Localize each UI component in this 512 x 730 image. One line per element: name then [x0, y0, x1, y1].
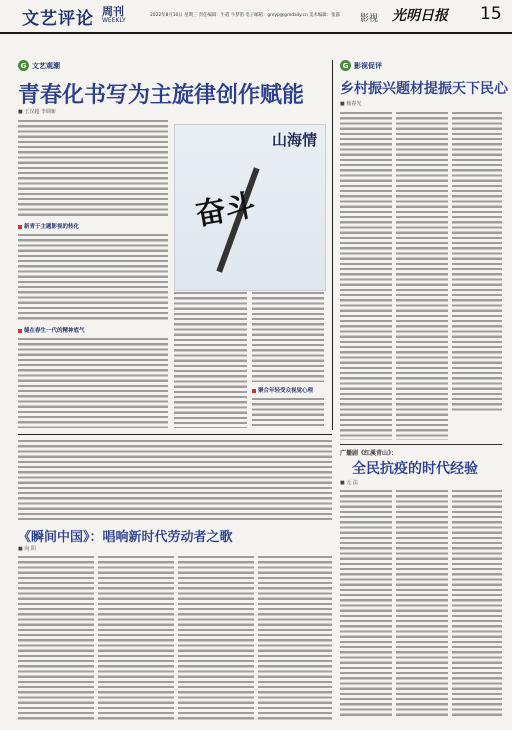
drama-poster-photo	[174, 124, 326, 291]
left-subhead-3: 聚合年轻受众视觉心理	[252, 386, 313, 394]
box-top-rule	[340, 444, 502, 446]
bottom-body-text-1	[18, 556, 94, 720]
section-title: 文艺评论	[22, 9, 94, 29]
box-title: 广播剧《红溪青山》：	[340, 450, 398, 457]
box-body-text-2	[396, 490, 448, 718]
zhoukan-label: 周刊	[102, 5, 124, 18]
right-body-text-2	[396, 112, 448, 440]
weekly-label: WEEKLY	[102, 17, 126, 24]
right-body-text-1	[340, 112, 392, 440]
left-subhead-2: 缝在春生一代的精神底气	[18, 326, 85, 334]
bottom-byline: ■ 向 阳	[18, 546, 36, 552]
horizontal-rule	[18, 434, 332, 435]
bottom-body-text-4	[258, 556, 332, 720]
photo-title: 山海情	[271, 131, 317, 149]
left-subhead-1: 新青于主题影视的转化	[18, 222, 79, 230]
calligraphy-graphic: 奋斗	[193, 188, 259, 233]
header-meta: 2022年8月10日 星期三 责任编辑：牛霞 牛梦笛 电子邮箱：gmyp@gmdaily.cn 美术编辑：张露	[150, 13, 340, 18]
left-body-text-2	[18, 234, 168, 320]
bottom-body-text-3	[178, 556, 254, 720]
box-body-text-3	[452, 490, 502, 718]
left-column-tag-label: 文艺观潮	[32, 61, 60, 70]
left-body-text-4	[174, 292, 247, 428]
box-byline: ■ 元 法	[340, 480, 358, 486]
left-body-text-5	[252, 292, 324, 382]
right-column-tag-label: 影视促评	[354, 61, 382, 70]
g-badge-icon: G	[340, 60, 351, 71]
newspaper-logo: 光明日报	[392, 8, 448, 24]
right-column-tag	[340, 60, 382, 71]
left-body-text-1	[18, 120, 168, 217]
left-headline: 青春化书写为主旋律创作赋能	[18, 82, 305, 108]
right-byline: ■ 杨春光	[340, 101, 362, 107]
bottom-body-text-2	[98, 556, 174, 720]
column-divider	[332, 60, 333, 430]
box-body-text-1	[340, 490, 392, 718]
left-body-text-6	[252, 398, 324, 428]
section-right-label: 影视	[360, 14, 379, 24]
page-header	[0, 0, 512, 34]
left-body-text-3	[18, 338, 168, 428]
left-column-tag	[18, 60, 60, 71]
right-body-text-3	[452, 112, 502, 412]
right-headline: 乡村振兴题材提振天下民心	[340, 81, 508, 97]
page-number: 15	[480, 4, 502, 24]
g-badge-icon: G	[18, 60, 29, 71]
bottom-headline: 《瞬间中国》：唱响新时代劳动者之歌	[18, 530, 233, 545]
left-byline: ■ 王汉超 李调新	[18, 109, 56, 115]
box-headline: 全民抗疫的时代经验	[352, 461, 478, 477]
mid-body-text	[18, 440, 332, 520]
